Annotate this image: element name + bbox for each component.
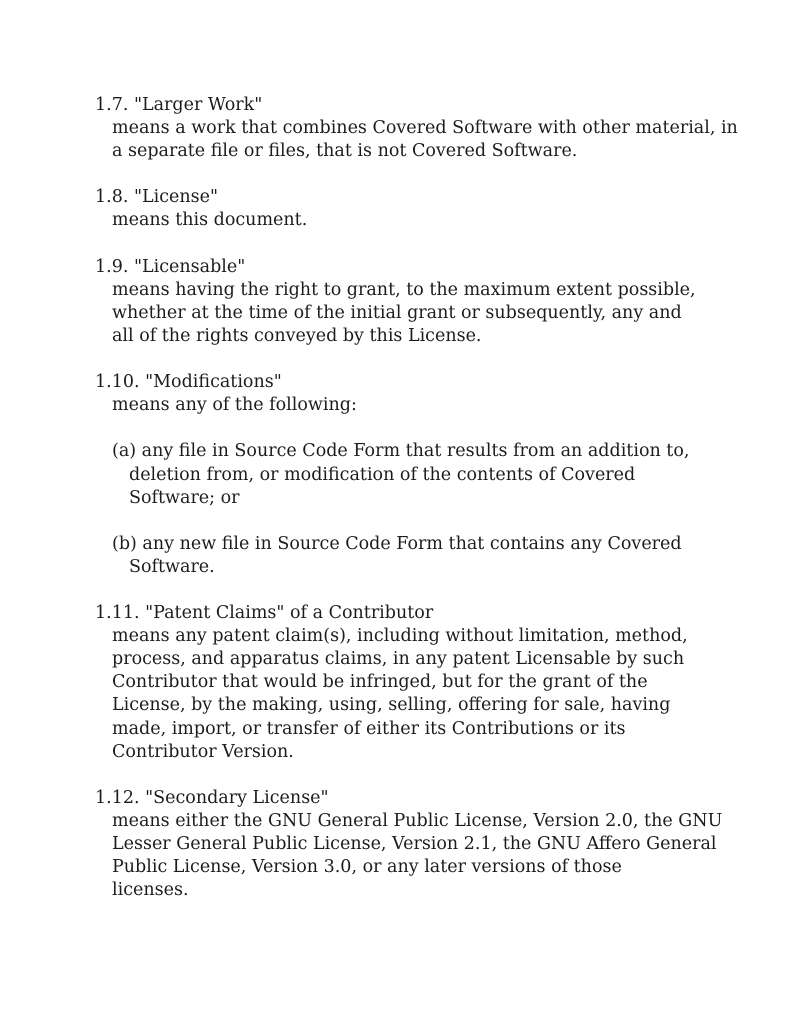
list-item-a-line: deletion from, or modification of the contents of Covered bbox=[129, 464, 636, 485]
definition-line: means a work that combines Covered Software with other material, in bbox=[112, 118, 738, 139]
section-heading-modifications: 1.10. "Modifications" bbox=[95, 372, 282, 393]
spacer bbox=[95, 417, 775, 440]
spacer bbox=[95, 579, 775, 602]
definition-line: License, by the making, using, selling, offering for sale, having bbox=[112, 695, 671, 716]
list-item-a-line: (a) any file in Source Code Form that results from an addition to, bbox=[112, 441, 690, 462]
definition-line: made, import, or transfer of either its Contributions or its bbox=[112, 718, 626, 739]
definition-line: a separate file or files, that is not Covered Software. bbox=[112, 141, 578, 162]
spacer bbox=[95, 233, 775, 256]
definition-line: Contributor that would be infringed, but for the grant of the bbox=[112, 672, 648, 693]
spacer bbox=[95, 510, 775, 533]
section-heading-patent-claims: 1.11. "Patent Claims" of a Contributor bbox=[95, 603, 434, 624]
definition-line: means having the right to grant, to the maximum extent possible, bbox=[112, 279, 696, 300]
list-item-a-line: Software; or bbox=[129, 487, 240, 508]
definition-line: means this document. bbox=[112, 210, 308, 231]
definition-line: means any patent claim(s), including without limitation, method, bbox=[112, 626, 688, 647]
spacer bbox=[95, 163, 775, 186]
definition-line: Contributor Version. bbox=[112, 741, 294, 762]
section-heading-licensable: 1.9. "Licensable" bbox=[95, 256, 246, 277]
spacer bbox=[95, 348, 775, 371]
definition-line: licenses. bbox=[112, 880, 189, 901]
list-item-b-line: Software. bbox=[129, 556, 215, 577]
list-item-b-line: (b) any new file in Source Code Form that contains any Covered bbox=[112, 533, 682, 554]
definition-line: all of the rights conveyed by this License. bbox=[112, 325, 482, 346]
section-heading-secondary-license: 1.12. "Secondary License" bbox=[95, 787, 329, 808]
license-definitions bbox=[95, 94, 775, 902]
definition-line: Public License, Version 3.0, or any later versions of those bbox=[112, 857, 622, 878]
section-heading-license: 1.8. "License" bbox=[95, 187, 219, 208]
definition-line: Lesser General Public License, Version 2.1, the GNU Affero General bbox=[112, 834, 717, 854]
definition-line: means any of the following: bbox=[112, 395, 357, 416]
section-heading-larger-work: 1.7. "Larger Work" bbox=[95, 95, 263, 115]
definition-line: whether at the time of the initial grant or subsequently, any and bbox=[112, 302, 682, 323]
definition-line: means either the GNU General Public License, Version 2.0, the GNU bbox=[112, 810, 723, 831]
definition-line: process, and apparatus claims, in any patent Licensable by such bbox=[112, 649, 685, 670]
spacer bbox=[95, 764, 775, 787]
